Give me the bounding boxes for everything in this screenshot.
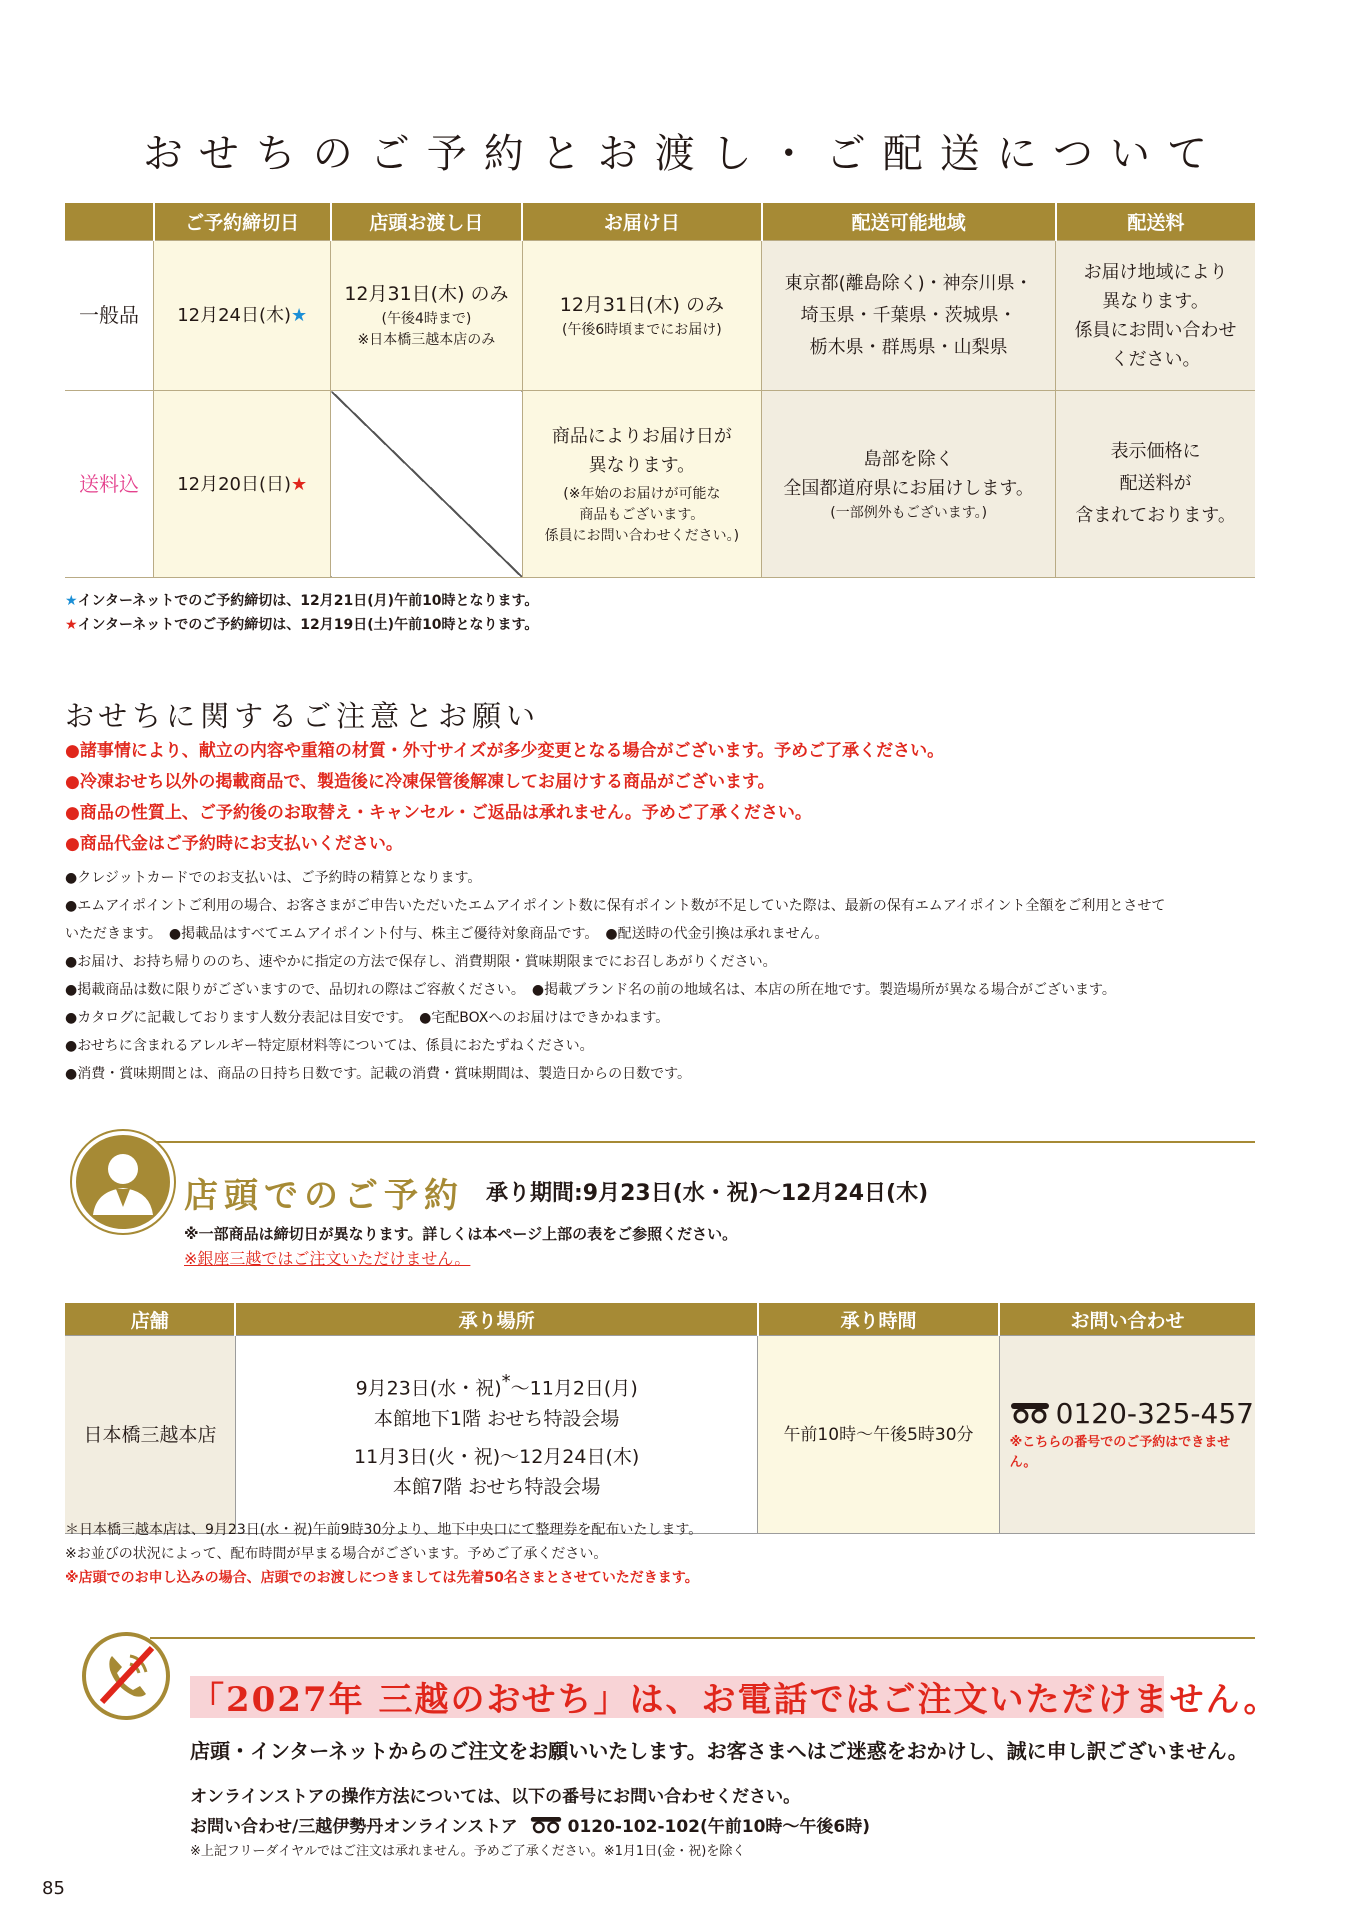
red-caution-item: ●商品代金はご予約時にお支払いください。 bbox=[65, 834, 403, 854]
phone-notice-headline: 「2027年 三越のおせち」は、お電話ではご注文いただけません。 bbox=[190, 1680, 1280, 1720]
header-empty bbox=[65, 203, 154, 241]
header-store: 店舗 bbox=[65, 1303, 235, 1336]
store-table-header bbox=[65, 1303, 1255, 1336]
free-dial-note: ※上記フリーダイヤルではご注文は承れません。予めご了承ください。※1月1日(金・祝)を除く bbox=[190, 1844, 746, 1859]
cautions-heading: おせちに関するご注意とお願い bbox=[65, 699, 541, 733]
contact-label: お問い合わせ/三越伊勢丹オンラインストア bbox=[190, 1817, 518, 1837]
table-row-general bbox=[65, 241, 1255, 391]
caution-item: ●おせちに含まれるアレルギー特定原材料等については、係員におたずねください。 bbox=[65, 1038, 594, 1054]
header-contact: お問い合わせ bbox=[999, 1303, 1255, 1336]
store-reservation-heading: 店頭でのご予約 bbox=[184, 1176, 464, 1216]
store-table bbox=[65, 1303, 1255, 1534]
header-store-pickup: 店頭お渡し日 bbox=[331, 203, 522, 241]
caution-item: ●掲載商品は数に限りがございますので、品切れの際はご容赦ください。 ●掲載ブランド名の前の地域名は、本店の所在地です。製造場所が異なる場合がございます。 bbox=[65, 982, 1116, 998]
delivery-area-general: 東京都(離島除く)・神奈川県・ 埼玉県・千葉県・茨城県・ 栃木県・群馬県・山梨県 bbox=[762, 241, 1056, 391]
online-contact bbox=[190, 1812, 870, 1839]
table-header-row bbox=[65, 203, 1255, 241]
delivery-fee-shipping-included: 表示価格に 配送料が 含まれております。 bbox=[1056, 391, 1255, 578]
section-divider bbox=[150, 1141, 1255, 1143]
delivery-table bbox=[65, 203, 1255, 578]
caution-item: ●消費・賞味期間とは、商品の日持ち日数です。記載の消費・賞味期間は、製造日からの日数です。 bbox=[65, 1066, 691, 1082]
reservation-place: 9月23日(水・祝)*〜11月2日(月) 本館地下1階 おせち特設会場 11月3日(火・祝)〜12月24日(木) 本館7階 おせち特設会場 bbox=[235, 1336, 757, 1534]
page-title: おせちのご予約とお渡し・ご配送について bbox=[143, 131, 1224, 177]
contact-tel: 0120-325-457 bbox=[1055, 1397, 1254, 1430]
caution-item: いただきます。 ●掲載品はすべてエムアイポイント付与、株主ご優待対象商品です。 ●配送時の代金引換は承れません。 bbox=[65, 926, 829, 942]
caution-item: ●エムアイポイントご利用の場合、お客さまがご申告いただいたエムアイポイント数に保有ポイント数が不足していた際は、最新の保有エムアイポイント全額をご利用とさせて bbox=[65, 898, 1166, 914]
reservation-hours: 午前10時〜午後5時30分 bbox=[758, 1336, 999, 1534]
red-caution-item: ●冷凍おせち以外の掲載商品で、製造後に冷凍保管後解凍してお届けする商品がございます。 bbox=[65, 772, 775, 792]
star-note-blue: ★インターネットでのご予約締切は、12月21日(月)午前10時となります。 bbox=[65, 593, 539, 609]
online-contact-tel: 0120-102-102(午前10時〜午後6時) bbox=[567, 1817, 871, 1837]
header-delivery-fee: 配送料 bbox=[1056, 203, 1255, 241]
header-place: 承り場所 bbox=[235, 1303, 757, 1336]
free-dial-icon bbox=[1010, 1397, 1050, 1433]
store-pickup-not-applicable bbox=[331, 391, 522, 578]
row-label-general: 一般品 bbox=[65, 241, 154, 391]
reservation-period: 承り期間:9月23日(水・祝)〜12月24日(木) bbox=[486, 1181, 929, 1206]
store-name: 日本橋三越本店 bbox=[65, 1336, 235, 1534]
store-footnote: ※お並びの状況によって、配布時間が早まる場合がございます。予めご了承ください。 bbox=[65, 1546, 608, 1562]
deadline-general: 12月24日(木)★ bbox=[154, 241, 331, 391]
contact-cell bbox=[999, 1336, 1255, 1534]
free-dial-icon bbox=[530, 1816, 562, 1839]
header-hours: 承り時間 bbox=[758, 1303, 999, 1336]
no-phone-icon bbox=[82, 1632, 170, 1720]
red-caution-item: ●商品の性質上、ご予約後のお取替え・キャンセル・ご返品は承れません。予めご了承ください。 bbox=[65, 803, 812, 823]
header-delivery-area: 配送可能地域 bbox=[762, 203, 1056, 241]
phone-notice-body: 店頭・インターネットからのご注文をお願いいたします。お客さまへはご迷惑をおかけし、誠に申し訳ございません。 bbox=[190, 1739, 1248, 1763]
section-divider bbox=[150, 1637, 1255, 1639]
delivery-area-shipping-included: 島部を除く 全国都道府県にお届けします。 (一部例外もございます。) bbox=[762, 391, 1056, 578]
online-note: オンラインストアの操作方法については、以下の番号にお問い合わせください。 bbox=[190, 1787, 801, 1807]
header-delivery-date: お届け日 bbox=[522, 203, 762, 241]
reservation-note: ※一部商品は締切日が異なります。詳しくは本ページ上部の表をご参照ください。 bbox=[184, 1225, 738, 1243]
row-label-shipping-included: 送料込 bbox=[65, 391, 154, 578]
person-icon bbox=[72, 1131, 174, 1233]
header-deadline: ご予約締切日 bbox=[154, 203, 331, 241]
red-star-icon: ★ bbox=[291, 473, 308, 495]
ginza-note: ※銀座三越ではご注文いただけません。 bbox=[184, 1249, 471, 1268]
star-note-red: ★インターネットでのご予約締切は、12月19日(土)午前10時となります。 bbox=[65, 617, 539, 633]
caution-item: ●カタログに記載しております人数分表記は目安です。 ●宅配BOXへのお届けはできかねます。 bbox=[65, 1010, 670, 1026]
red-caution-item: ●諸事情により、献立の内容や重箱の材質・外寸サイズが多少変更となる場合がございます。予めご了承ください。 bbox=[65, 741, 945, 761]
caution-item: ●お届け、お持ち帰りののち、速やかに指定の方法で保存し、消費期限・賞味期限までにお召しあがりください。 bbox=[65, 954, 777, 970]
delivery-fee-general: お届け地域により 異なります。 係員にお問い合わせ ください。 bbox=[1056, 241, 1255, 391]
table-row-shipping-included bbox=[65, 391, 1255, 578]
blue-star-icon: ★ bbox=[291, 305, 308, 326]
deadline-shipping-included: 12月20日(日)★ bbox=[154, 391, 331, 578]
delivery-date-general: 12月31日(木) のみ (午後6時頃までにお届け) bbox=[522, 241, 762, 391]
page-number: 85 bbox=[42, 1878, 65, 1899]
store-row bbox=[65, 1336, 1255, 1534]
store-footnote: ＊日本橋三越本店は、9月23日(水・祝)午前9時30分より、地下中央口にて整理券を配布いたします。 bbox=[65, 1522, 703, 1538]
delivery-date-shipping-included: 商品によりお届け日が 異なります。 (※年始のお届けが可能な 商品もございます。 係員にお問い合わせください。) bbox=[522, 391, 762, 578]
red-star-icon: ★ bbox=[65, 617, 78, 633]
caution-item: ●クレジットカードでのお支払いは、ご予約時の精算となります。 bbox=[65, 870, 482, 886]
store-pickup-general: 12月31日(木) のみ (午後4時まで) ※日本橋三越本店のみ bbox=[331, 241, 522, 391]
blue-star-icon: ★ bbox=[65, 593, 78, 609]
contact-tel-note: ※こちらの番号でのご予約はできません。 bbox=[1009, 1435, 1231, 1470]
store-footnote-red: ※店頭でのお申し込みの場合、店頭でのお渡しにつきましては先着50名さまとさせていただきます。 bbox=[65, 1570, 699, 1586]
